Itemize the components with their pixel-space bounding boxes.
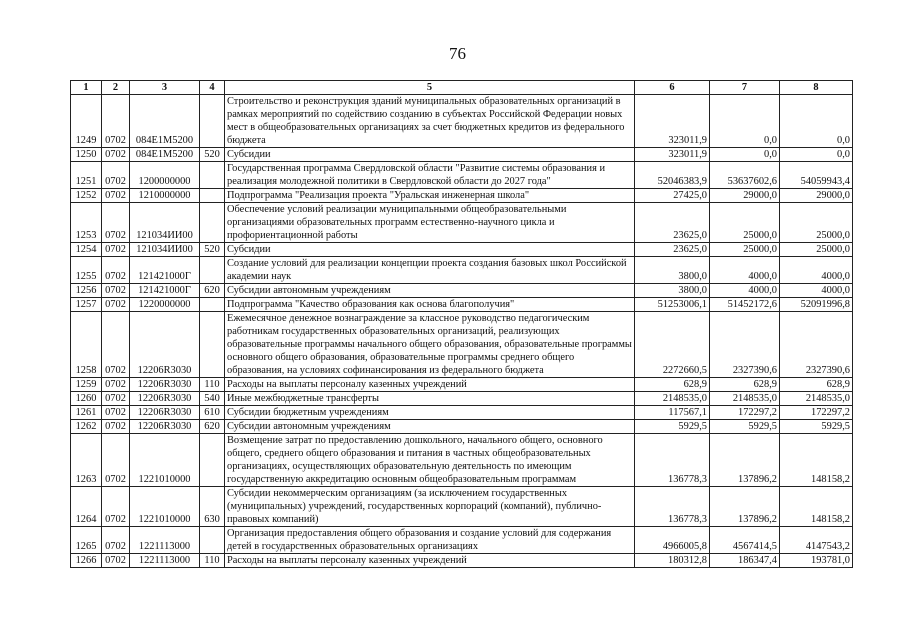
target-code-cell: 084E1M5200 xyxy=(130,148,200,162)
table-row xyxy=(71,257,853,284)
description-cell: Строительство и реконструкция зданий муниципальных образовательных организаций в рамках мероприятий по содействию созданию в субъектах Российской Федерации новых мест в общеобразовательных организациях за счет бюджетных кредитов из федерального бюджета xyxy=(225,95,635,148)
column-header: 4 xyxy=(200,81,225,95)
target-code-cell: 1220000000 xyxy=(130,298,200,312)
table-row xyxy=(71,312,853,378)
amount-col8-cell: 2327390,6 xyxy=(780,312,853,378)
row-number-cell: 1260 xyxy=(71,392,102,406)
row-number-cell: 1263 xyxy=(71,434,102,487)
expense-type-cell xyxy=(200,257,225,284)
amount-col6-cell: 136778,3 xyxy=(635,487,710,527)
section-code-cell: 0702 xyxy=(102,406,130,420)
target-code-cell: 1221113000 xyxy=(130,554,200,568)
amount-col6-cell: 23625,0 xyxy=(635,243,710,257)
amount-col8-cell: 148158,2 xyxy=(780,487,853,527)
description-cell: Субсидии некоммерческим организациям (за исключением государственных (муниципальных) учреждений, государственных корпораций (компаний), публично-правовых компаний) xyxy=(225,487,635,527)
table-row xyxy=(71,487,853,527)
table-row xyxy=(71,406,853,420)
row-number-cell: 1264 xyxy=(71,487,102,527)
amount-col6-cell: 27425,0 xyxy=(635,189,710,203)
expense-type-cell: 520 xyxy=(200,148,225,162)
amount-col8-cell: 4147543,2 xyxy=(780,527,853,554)
amount-col8-cell: 193781,0 xyxy=(780,554,853,568)
amount-col6-cell: 2272660,5 xyxy=(635,312,710,378)
description-cell: Субсидии бюджетным учреждениям xyxy=(225,406,635,420)
row-number-cell: 1249 xyxy=(71,95,102,148)
row-number-cell: 1252 xyxy=(71,189,102,203)
expense-type-cell: 620 xyxy=(200,284,225,298)
amount-col7-cell: 0,0 xyxy=(710,148,780,162)
amount-col8-cell: 29000,0 xyxy=(780,189,853,203)
amount-col8-cell: 4000,0 xyxy=(780,284,853,298)
row-number-cell: 1259 xyxy=(71,378,102,392)
target-code-cell: 121034ИИ00 xyxy=(130,203,200,243)
target-code-cell: 1221010000 xyxy=(130,434,200,487)
amount-col6-cell: 5929,5 xyxy=(635,420,710,434)
row-number-cell: 1257 xyxy=(71,298,102,312)
column-header: 7 xyxy=(710,81,780,95)
row-number-cell: 1250 xyxy=(71,148,102,162)
expense-type-cell xyxy=(200,162,225,189)
row-number-cell: 1258 xyxy=(71,312,102,378)
section-code-cell: 0702 xyxy=(102,162,130,189)
target-code-cell: 12206R3030 xyxy=(130,420,200,434)
column-header: 2 xyxy=(102,81,130,95)
column-header: 8 xyxy=(780,81,853,95)
amount-col7-cell: 4567414,5 xyxy=(710,527,780,554)
description-cell: Субсидии xyxy=(225,148,635,162)
amount-col7-cell: 29000,0 xyxy=(710,189,780,203)
section-code-cell: 0702 xyxy=(102,554,130,568)
amount-col8-cell: 25000,0 xyxy=(780,243,853,257)
table-row xyxy=(71,189,853,203)
amount-col8-cell: 148158,2 xyxy=(780,434,853,487)
target-code-cell: 12206R3030 xyxy=(130,312,200,378)
table-row xyxy=(71,378,853,392)
amount-col8-cell: 2148535,0 xyxy=(780,392,853,406)
budget-table xyxy=(70,80,853,568)
amount-col7-cell: 137896,2 xyxy=(710,487,780,527)
row-number-cell: 1251 xyxy=(71,162,102,189)
amount-col7-cell: 0,0 xyxy=(710,95,780,148)
amount-col6-cell: 628,9 xyxy=(635,378,710,392)
section-code-cell: 0702 xyxy=(102,527,130,554)
amount-col7-cell: 25000,0 xyxy=(710,243,780,257)
description-cell: Государственная программа Свердловской области "Развитие системы образования и реализация молодежной политики в Свердловской области до 2027 года" xyxy=(225,162,635,189)
section-code-cell: 0702 xyxy=(102,378,130,392)
expense-type-cell xyxy=(200,298,225,312)
amount-col6-cell: 3800,0 xyxy=(635,257,710,284)
target-code-cell: 12206R3030 xyxy=(130,378,200,392)
target-code-cell: 1221113000 xyxy=(130,527,200,554)
amount-col6-cell: 136778,3 xyxy=(635,434,710,487)
column-header: 1 xyxy=(71,81,102,95)
amount-col7-cell: 51452172,6 xyxy=(710,298,780,312)
section-code-cell: 0702 xyxy=(102,257,130,284)
amount-col6-cell: 52046383,9 xyxy=(635,162,710,189)
amount-col6-cell: 180312,8 xyxy=(635,554,710,568)
target-code-cell: 084E1M5200 xyxy=(130,95,200,148)
section-code-cell: 0702 xyxy=(102,95,130,148)
expense-type-cell: 520 xyxy=(200,243,225,257)
description-cell: Субсидии автономным учреждениям xyxy=(225,420,635,434)
target-code-cell: 1210000000 xyxy=(130,189,200,203)
amount-col8-cell: 0,0 xyxy=(780,95,853,148)
expense-type-cell: 110 xyxy=(200,378,225,392)
table-row xyxy=(71,95,853,148)
expense-type-cell: 540 xyxy=(200,392,225,406)
column-header: 6 xyxy=(635,81,710,95)
section-code-cell: 0702 xyxy=(102,420,130,434)
expense-type-cell xyxy=(200,203,225,243)
amount-col6-cell: 117567,1 xyxy=(635,406,710,420)
row-number-cell: 1253 xyxy=(71,203,102,243)
target-code-cell: 1221010000 xyxy=(130,487,200,527)
description-cell: Создание условий для реализации концепции проекта создания базовых школ Российской академии наук xyxy=(225,257,635,284)
amount-col7-cell: 53637602,6 xyxy=(710,162,780,189)
table-row xyxy=(71,392,853,406)
table-row xyxy=(71,298,853,312)
section-code-cell: 0702 xyxy=(102,434,130,487)
section-code-cell: 0702 xyxy=(102,203,130,243)
row-number-cell: 1255 xyxy=(71,257,102,284)
description-cell: Иные межбюджетные трансферты xyxy=(225,392,635,406)
row-number-cell: 1266 xyxy=(71,554,102,568)
section-code-cell: 0702 xyxy=(102,487,130,527)
amount-col7-cell: 4000,0 xyxy=(710,257,780,284)
row-number-cell: 1256 xyxy=(71,284,102,298)
expense-type-cell xyxy=(200,527,225,554)
description-cell: Обеспечение условий реализации муниципальными общеобразовательными организациями образовательных программ естественно-научного цикла и профориентационной работы xyxy=(225,203,635,243)
target-code-cell: 12206R3030 xyxy=(130,406,200,420)
amount-col8-cell: 0,0 xyxy=(780,148,853,162)
target-code-cell: 1200000000 xyxy=(130,162,200,189)
target-code-cell: 121034ИИ00 xyxy=(130,243,200,257)
amount-col7-cell: 172297,2 xyxy=(710,406,780,420)
description-cell: Субсидии xyxy=(225,243,635,257)
row-number-cell: 1262 xyxy=(71,420,102,434)
description-cell: Расходы на выплаты персоналу казенных учреждений xyxy=(225,554,635,568)
amount-col8-cell: 54059943,4 xyxy=(780,162,853,189)
table-row xyxy=(71,434,853,487)
table-row xyxy=(71,284,853,298)
table-row xyxy=(71,148,853,162)
amount-col8-cell: 25000,0 xyxy=(780,203,853,243)
description-cell: Ежемесячное денежное вознаграждение за классное руководство педагогическим работникам государственных образовательных организаций, реализующих образовательные программы начального общего образования, образовательные программы основного общего образования, образовательные программы среднего общего образования, на условиях софинансирования из федерального бюджета xyxy=(225,312,635,378)
amount-col7-cell: 186347,4 xyxy=(710,554,780,568)
amount-col6-cell: 2148535,0 xyxy=(635,392,710,406)
amount-col7-cell: 2148535,0 xyxy=(710,392,780,406)
table-row xyxy=(71,162,853,189)
row-number-cell: 1265 xyxy=(71,527,102,554)
expense-type-cell xyxy=(200,434,225,487)
table-row xyxy=(71,527,853,554)
target-code-cell: 12206R3030 xyxy=(130,392,200,406)
amount-col7-cell: 5929,5 xyxy=(710,420,780,434)
row-number-cell: 1254 xyxy=(71,243,102,257)
amount-col7-cell: 4000,0 xyxy=(710,284,780,298)
page-number: 76 xyxy=(449,44,466,63)
amount-col6-cell: 51253006,1 xyxy=(635,298,710,312)
description-cell: Подпрограмма "Реализация проекта "Уральская инженерная школа" xyxy=(225,189,635,203)
amount-col7-cell: 2327390,6 xyxy=(710,312,780,378)
amount-col6-cell: 3800,0 xyxy=(635,284,710,298)
amount-col8-cell: 172297,2 xyxy=(780,406,853,420)
amount-col6-cell: 323011,9 xyxy=(635,95,710,148)
section-code-cell: 0702 xyxy=(102,189,130,203)
description-cell: Организация предоставления общего образования и создание условий для содержания детей в государственных образовательных организациях xyxy=(225,527,635,554)
amount-col8-cell: 4000,0 xyxy=(780,257,853,284)
amount-col8-cell: 52091996,8 xyxy=(780,298,853,312)
row-number-cell: 1261 xyxy=(71,406,102,420)
expense-type-cell: 630 xyxy=(200,487,225,527)
table-row xyxy=(71,420,853,434)
section-code-cell: 0702 xyxy=(102,392,130,406)
description-cell: Расходы на выплаты персоналу казенных учреждений xyxy=(225,378,635,392)
amount-col7-cell: 137896,2 xyxy=(710,434,780,487)
column-header: 3 xyxy=(130,81,200,95)
table-row xyxy=(71,243,853,257)
section-code-cell: 0702 xyxy=(102,148,130,162)
target-code-cell: 121421000Г xyxy=(130,284,200,298)
description-cell: Подпрограмма "Качество образования как основа благополучия" xyxy=(225,298,635,312)
expense-type-cell xyxy=(200,312,225,378)
amount-col6-cell: 23625,0 xyxy=(635,203,710,243)
section-code-cell: 0702 xyxy=(102,298,130,312)
expense-type-cell xyxy=(200,189,225,203)
amount-col7-cell: 25000,0 xyxy=(710,203,780,243)
expense-type-cell: 620 xyxy=(200,420,225,434)
expense-type-cell: 610 xyxy=(200,406,225,420)
expense-type-cell xyxy=(200,95,225,148)
expense-type-cell: 110 xyxy=(200,554,225,568)
target-code-cell: 121421000Г xyxy=(130,257,200,284)
amount-col8-cell: 628,9 xyxy=(780,378,853,392)
amount-col8-cell: 5929,5 xyxy=(780,420,853,434)
amount-col6-cell: 323011,9 xyxy=(635,148,710,162)
header-row xyxy=(71,81,853,95)
amount-col6-cell: 4966005,8 xyxy=(635,527,710,554)
table-row xyxy=(71,554,853,568)
table-row xyxy=(71,203,853,243)
description-cell: Субсидии автономным учреждениям xyxy=(225,284,635,298)
section-code-cell: 0702 xyxy=(102,312,130,378)
description-cell: Возмещение затрат по предоставлению дошкольного, начального общего, основного общего, среднего общего образования и питания в частных общеобразовательных организациях, осуществляющих образовательную деятельность по имеющим государственную аккредитацию основным общеобразовательным программам xyxy=(225,434,635,487)
amount-col7-cell: 628,9 xyxy=(710,378,780,392)
column-header: 5 xyxy=(225,81,635,95)
section-code-cell: 0702 xyxy=(102,243,130,257)
section-code-cell: 0702 xyxy=(102,284,130,298)
